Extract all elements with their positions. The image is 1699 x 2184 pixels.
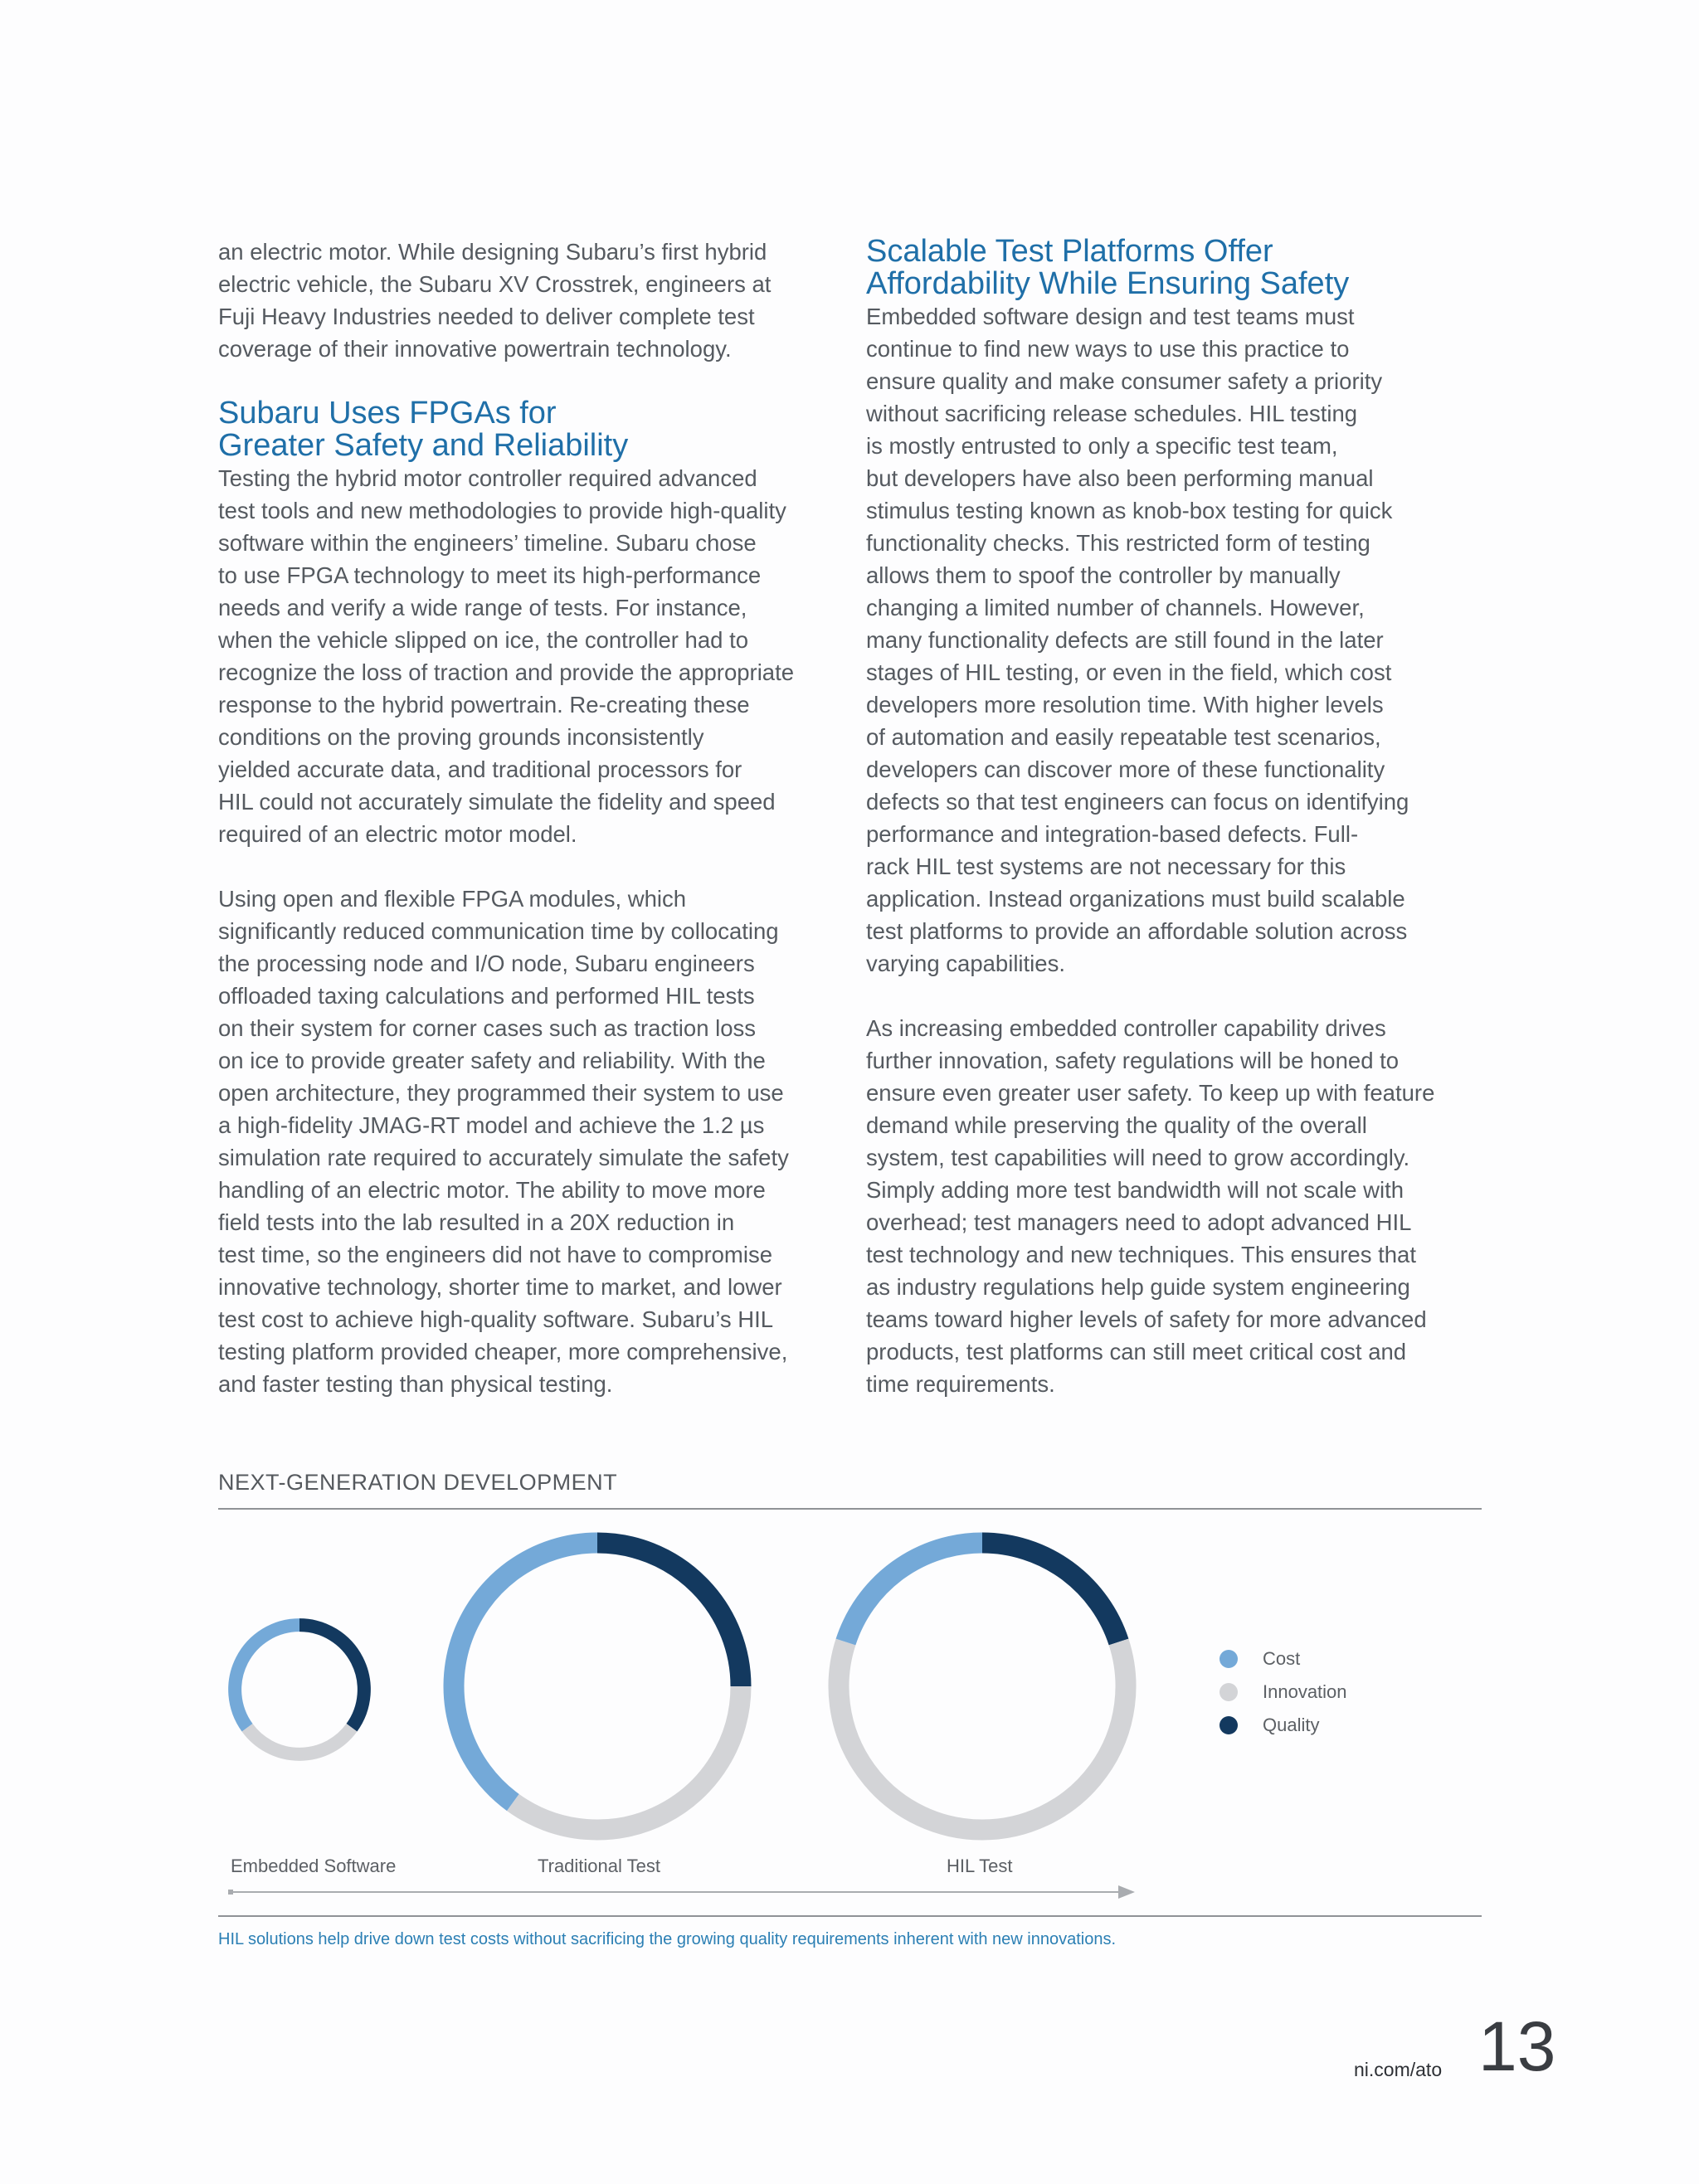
legend-label-cost: Cost [1263,1648,1301,1669]
page-number: 13 [1478,2007,1556,2085]
legend-label-innovation: Innovation [1263,1681,1347,1702]
legend-dot-quality [1219,1716,1238,1734]
scalable-paragraph-1: Embedded software design and test teams must continue to find new ways to use this practice to ensure quality and make consumer safety a priority without sacrificing release schedules. HIL testing is mostly entrusted to only a specific test team, but developers have also been performing manual stimulus testing known as knob-box testing for quick functionality checks. This restricted form of testing allows them to spoof the controller by manually changing a limited number of channels. However, many functionality defects are still found in the later stages of HIL testing, or even in the field, which cost developers more resolution time. With higher levels of automation and easily repeatable test scenarios, developers can discover more of these functionality defects so that test engineers can focus on identifying performance and integration-based defects. Full- rack HIL test systems are not necessary for this application. Instead organizations must build scalable test platforms to provide an affordable solution across varying capabilities. [866,304,1409,976]
scalable-paragraph-2: As increasing embedded controller capability drives further innovation, safety regulations will be honed to ensure even greater user safety. To keep up with feature demand while preserving the quality of the overall system, test capabilities will need to grow accordingly. Simply adding more test bandwidth will not scale with overhead; test managers need to adopt advanced HIL test technology and new techniques. This ensures that as industry regulations help guide system engineering teams toward higher levels of safety for more advanced products, test platforms can still meet critical cost and time requirements. [866,1015,1435,1397]
legend-item-quality [1219,1709,1347,1742]
category-label-traditional-test: Traditional Test [538,1856,660,1876]
donut-segment-traditional-test-innovation [513,1686,741,1830]
subaru-heading: Subaru Uses FPGAs for Greater Safety and Reliability [218,396,629,463]
axis-arrow-head [1118,1885,1135,1899]
donut-segment-hil-test-quality [982,1543,1119,1642]
chart-caption: HIL solutions help drive down test costs without sacrificing the growing quality requirements inherent with new innovations. [218,1930,1117,1948]
subaru-paragraph-1: Testing the hybrid motor controller required advanced test tools and new methodologies to provide high-quality software within the engineers’ timeline. Subaru chose to use FPGA technology to meet its high-performance needs and verify a wide range of tests. For instance, when the vehicle slipped on ice, the controller had to recognize the loss of traction and provide the appropriate response to the hybrid powertrain. Re-creating these conditions on the proving grounds inconsistently yielded accurate data, and traditional processors for HIL could not accurately simulate the fidelity and speed required of an electric motor model. [218,465,795,847]
category-label-hil-test: HIL Test [947,1856,1013,1876]
intro-paragraph: an electric motor. While designing Subaru’s first hybrid electric vehicle, the Subaru XV Crosstrek, engineers at Fuji Heavy Industries needed to deliver complete test coverage of their innovative powertrain technology. [218,239,772,362]
donut-segment-traditional-test-cost [454,1543,597,1802]
legend-label-quality: Quality [1263,1715,1320,1735]
legend-dot-innovation [1219,1683,1238,1701]
chart-legend [1219,1642,1347,1742]
subaru-paragraph-2: Using open and flexible FPGA modules, which significantly reduced communication time by collocating the processing node and I/O node, Subaru engineers offloaded taxing calculations and performed HIL tests on their system for corner cases such as traction loss on ice to provide greater safety and reliability. With the open architecture, they programmed their system to use a high-fidelity JMAG-RT model and achieve the 1.2 µs simulation rate required to accurately simulate the safety handling of an electric motor. The ability to move more field tests into the lab resulted in a 20X reduction in test time, so the engineers did not have to compromise innovative technology, shorter time to market, and lower test cost to achieve high-quality software. Subaru’s HIL testing platform provided cheaper, more comprehensive, and faster testing than physical testing. [218,886,789,1397]
chart-title: NEXT-GENERATION DEVELOPMENT [218,1470,618,1495]
scalable-heading: Scalable Test Platforms Offer Affordability While Ensuring Safety [866,234,1350,301]
legend-dot-cost [1219,1650,1238,1668]
donut-segment-embedded-software-innovation [247,1728,352,1754]
footer-url: ni.com/ato [1354,2059,1443,2080]
donut-segment-embedded-software-cost [235,1625,299,1728]
donut-segment-traditional-test-quality [597,1543,741,1686]
legend-item-cost [1219,1642,1347,1676]
donut-segment-hil-test-cost [845,1543,982,1642]
legend-item-innovation [1219,1676,1347,1709]
donut-segment-hil-test-innovation [839,1642,1126,1830]
axis-arrow-tail [228,1890,233,1895]
category-label-embedded-software: Embedded Software [231,1856,397,1876]
donut-segment-embedded-software-quality [299,1625,364,1728]
chart-bottom-rule [218,1915,1482,1917]
